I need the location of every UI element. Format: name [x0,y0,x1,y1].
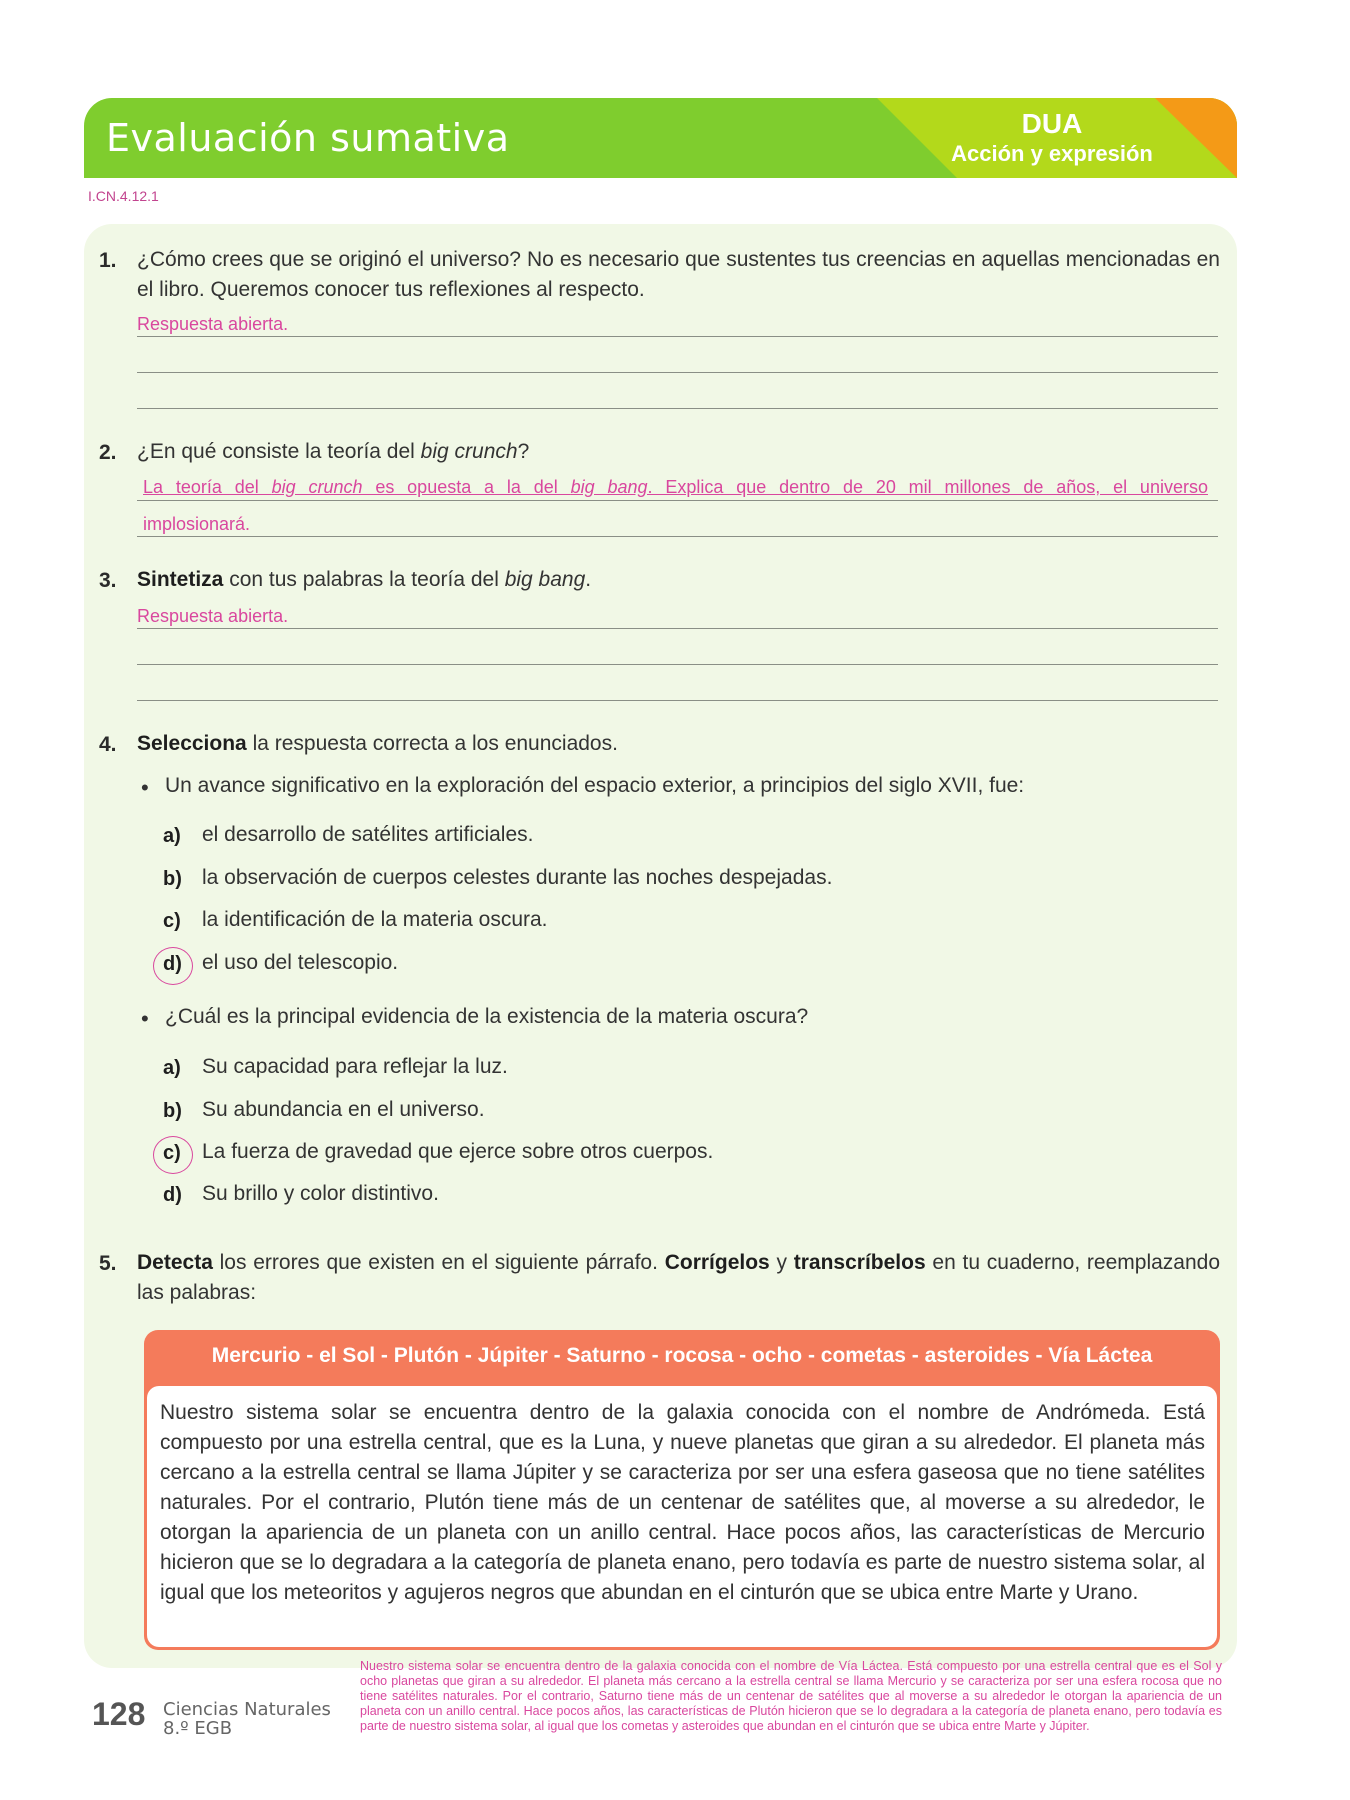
answer-line [137,536,1218,537]
section-header [84,98,1237,178]
option-letter-b[interactable]: b) [163,1100,182,1122]
question-2-text [137,437,529,467]
bullet-icon: • [141,775,149,800]
question-5-verb: transcríbelos [793,1251,926,1274]
option-letter-c-selected[interactable]: c) [163,1142,193,1165]
option-text: Su abundancia en el universo. [202,1098,485,1121]
page-number: 128 [92,1696,146,1732]
dua-badge [937,108,1167,168]
question-1-number: 1. [99,249,117,272]
question-3-text-part: . [585,568,592,591]
question-2-text-part: ? [517,440,530,463]
question-4-statement-2: ¿Cuál es la principal evidencia de la existencia de la materia oscura? [165,1005,809,1028]
answer-line [137,700,1218,701]
dua-subtitle: Acción y expresión [951,141,1153,166]
word-bank-box [144,1330,1220,1650]
question-3-text-part: con tus palabras la teoría del [223,568,505,591]
answer-term: big bang [570,477,648,497]
option-text: Su brillo y color distintivo. [202,1182,439,1205]
question-4-verb: Selecciona [137,732,247,755]
paragraph-box [147,1386,1217,1647]
answer-line [137,372,1218,373]
question-4-number: 4. [99,733,117,756]
footer-subject [163,1700,331,1738]
answer-part: La teoría del [143,477,272,497]
question-3-answer[interactable]: Respuesta abierta. [137,606,289,626]
question-4-statement-1: Un avance significativo en la exploración del espacio exterior, a principios del siglo XVII, fue: [165,774,1025,797]
question-1-answer[interactable]: Respuesta abierta. [137,314,289,334]
error-paragraph: Nuestro sistema solar se encuentra dentro de la galaxia conocida con el nombre de Andrómeda. Está compuesto por una estrella central, que es la Luna, y nueve planetas que giran a su alrededor. El planeta más cercano a la estrella central se llama Júpiter y se caracteriza por ser una esfera gaseosa que no tiene satélites naturales. Por el contrario, Plutón tiene más de un centenar de satélites que, al moverse a su alrededor, le otorgan la apariencia de un planeta con un anillo central. Hace pocos años, las características de Mercurio hicieron que se lo degradara a la categoría de planeta enano, pero todavía es parte de nuestro sistema solar, al igual que los meteoritos y agujeros negros que abundan en el cinturón que se ubica entre Marte y Urano. [160,1401,1205,1604]
option-letter-d-selected[interactable]: d) [163,953,193,976]
question-3-text [137,565,591,595]
answer-line [137,500,1218,501]
question-2-answer-line-1[interactable] [143,477,1208,498]
option-letter-b[interactable]: b) [163,868,182,890]
question-2-text-part: ¿En qué consiste la teoría del [137,440,421,463]
question-4-text [137,729,618,759]
question-5-text [137,1248,1220,1308]
answer-line [137,408,1218,409]
option-text: la identificación de la materia oscura. [202,908,548,931]
word-bank: Mercurio - el Sol - Plutón - Júpiter - Saturno - rocosa - ocho - cometas - asteroides - Vía Láctea [211,1344,1153,1367]
option-text: el uso del telescopio. [202,951,399,974]
question-3-number: 3. [99,569,117,592]
answer-term: big crunch [271,477,363,497]
question-5-text-part: y [769,1251,794,1274]
option-text: la observación de cuerpos celestes durante las noches despejadas. [202,866,833,889]
question-3-term: big bang [504,568,586,591]
question-5-text-part: en tu cuaderno, reemplazando las palabras: [137,1251,1221,1304]
option-text: el desarrollo de satélites artificiales. [202,823,534,846]
option-letter-d[interactable]: d) [163,1184,182,1206]
question-1-text: ¿Cómo crees que se originó el universo? No es necesario que sustentes tus creencias en aquellas mencionadas en el libro. Queremos conocer tus reflexiones al respecto. [137,248,1220,301]
subject-name: Ciencias Naturales [163,1699,331,1720]
option-text: La fuerza de gravedad que ejerce sobre otros cuerpos. [202,1140,714,1163]
grade-level: 8.º EGB [163,1718,233,1739]
answer-line [137,336,1218,337]
answer-part: es opuesta a la del [362,477,571,497]
indicator-code: I.CN.4.12.1 [88,188,159,204]
question-2-number: 2. [99,441,117,464]
answer-key: Nuestro sistema solar se encuentra dentro de la galaxia conocida con el nombre de Vía Láctea. Está compuesto por una estrella central que es el Sol y ocho planetas que giran a su alrededor. El planeta más cercano a la estrella central se llama Mercurio y se caracteriza por ser una esfera rocosa que no tiene satélites naturales. Por el contrario, Saturno tiene más de un centenar de satélites que al moverse a su alrededor le otorgan la apariencia de un planeta con un anillo central. Hace pocos años, las características de Plutón hicieron que se lo degradara a la categoría de planeta enano, pero todavía es parte de nuestro sistema solar, al igual que los cometas y asteroides que abundan en el cinturón que se ubica entre Marte y Júpiter. [360,1659,1222,1733]
option-text: Su capacidad para reflejar la luz. [202,1055,508,1078]
option-letter-a[interactable]: a) [163,825,181,847]
dua-title: DUA [1021,108,1083,139]
question-5-number: 5. [99,1252,117,1275]
answer-part: . Explica que dentro de 20 mil millones de años, el universo [647,477,1208,497]
question-3-verb: Sintetiza [137,568,224,591]
answer-line [137,628,1218,629]
question-4-text-part: la respuesta correcta a los enunciados. [246,732,618,755]
question-5-verb: Detecta [137,1251,213,1274]
question-2-term: big crunch [420,440,518,463]
option-letter-c[interactable]: c) [163,910,181,932]
answer-line [137,664,1218,665]
question-5-verb: Corrígelos [664,1251,770,1274]
question-5-text-part: los errores que existen en el siguiente párrafo. [212,1251,665,1274]
option-letter-a[interactable]: a) [163,1057,181,1079]
question-2-answer-line-2[interactable]: implosionará. [143,514,251,534]
bullet-icon: • [141,1006,149,1031]
page-title: Evaluación sumativa [106,116,510,160]
